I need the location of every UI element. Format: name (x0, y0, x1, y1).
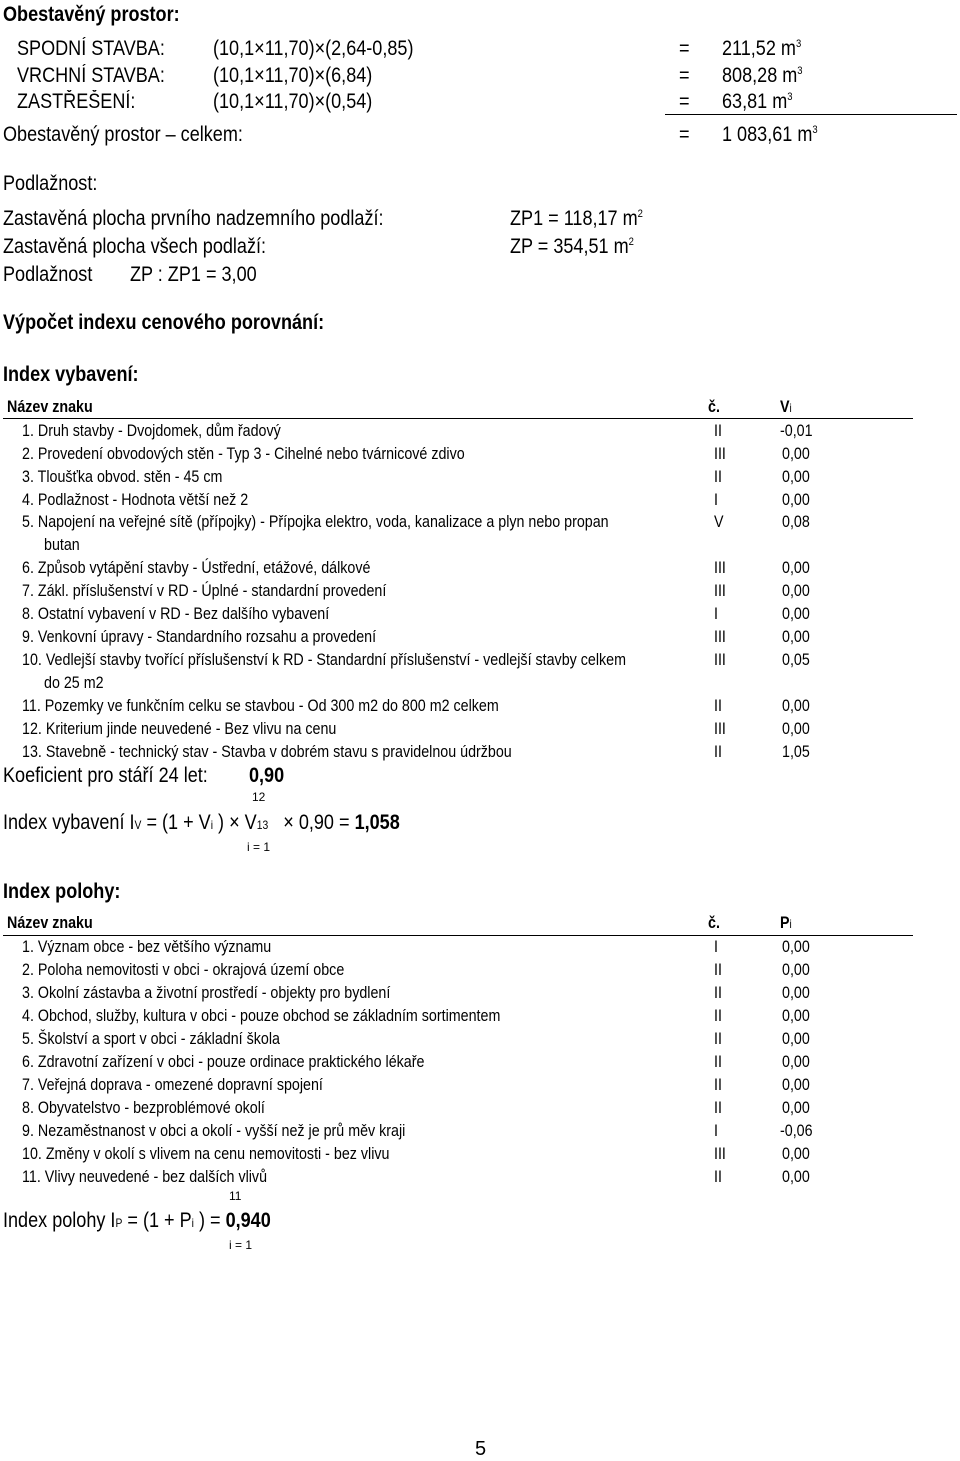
table-row-text: 6. Způsob vytápění stavby - Ústřední, etážové, dálkové (22, 558, 371, 577)
table-row-value: 0,00 (782, 983, 810, 1002)
table-row-class: II (714, 421, 722, 440)
table-row-class: II (714, 1052, 722, 1071)
section-heading-vypocet: Výpočet indexu cenového porovnání: (3, 311, 325, 334)
table-row-value: 0,00 (782, 1167, 810, 1186)
table-row-text: 8. Ostatní vybavení v RD - Bez dalšího vybavení (22, 604, 330, 623)
table-row-class: II (714, 1029, 722, 1048)
total-value: 1 083,61 $m^3$ (722, 123, 818, 146)
section-heading-podlaznost: Podlažnost: (3, 172, 98, 195)
sum-lower-limit: i = 1 (247, 840, 271, 854)
row-value: ZP = 354,51 $m^2$ (510, 235, 634, 258)
table-row-text: 9. Venkovní úpravy - Standardního rozsahu a provedení (22, 627, 377, 646)
table-row-text: 10. Vedlejší stavby tvořící příslušenství k RD - Standardní příslušenství - vedlejší stavby celkem (22, 650, 626, 669)
total-eq: = (679, 123, 690, 146)
table-row-value: 0,05 (782, 650, 810, 669)
table-row-class: III (714, 1144, 726, 1163)
table-row-text: 2. Provedení obvodových stěn - Typ 3 - Cihelné nebo tvárnicové zdivo (22, 444, 465, 463)
table-row-text: 8. Obyvatelstvo - bezproblémové okolí (22, 1098, 265, 1117)
row-label: SPODNÍ STAVBA: (17, 37, 165, 60)
table-row-text: 11. Pozemky ve funkčním celku se stavbou - Od 300 m2 do 800 m2 celkem (22, 696, 499, 715)
column-header-name: Název znaku (7, 913, 93, 932)
table-row-class: II (714, 1006, 722, 1025)
row-value: ZP1 = 118,17 $m^2$ (510, 207, 643, 230)
table-row-value: 0,00 (782, 1029, 810, 1048)
table-row-class: III (714, 627, 726, 646)
polohy-result: 0,940 (225, 1209, 271, 1232)
row-label: Zastavěná plocha prvního nadzemního podlaží: (3, 207, 384, 230)
table-row-value: 0,00 (782, 604, 810, 623)
table-row-text: 4. Obchod, služby, kultura v obci - pouze obchod se základním sortimentem (22, 1006, 501, 1025)
table-row-class: I (714, 604, 718, 623)
table-row-text: 13. Stavebně - technický stav - Stavba v dobrém stavu s pravidelnou údržbou (22, 742, 512, 761)
sum-upper-limit: 12 (252, 790, 266, 804)
table-row-text: 1. Druh stavby - Dvojdomek, dům řadový (22, 421, 281, 440)
sum-upper-limit: 11 (229, 1189, 242, 1203)
vybaveni-formula: Index vybavení IV = (1 + Vi ) × V13 × 0,90 = 1,058 (3, 811, 400, 834)
column-header-c: č. (708, 913, 720, 932)
koef-value: 0,90 (249, 764, 285, 787)
row-formula: (10,1×11,70)×(0,54) (213, 90, 373, 113)
table-row-text: 11. Vlivy neuvedené - bez dalších vlivů (22, 1167, 268, 1186)
section-heading-obestaveny: Obestavěný prostor: (3, 3, 180, 26)
table-row-value: 0,00 (782, 490, 810, 509)
row-eq: = (679, 90, 690, 113)
table-row-class: III (714, 558, 726, 577)
podlaznost-result-value: ZP : ZP1 = 3,00 (130, 263, 257, 286)
column-header-p: Pi (780, 913, 792, 932)
table-row-value: 0,00 (782, 960, 810, 979)
table-header-rule (3, 935, 913, 936)
row-value: 63,81 $m^3$ (722, 90, 793, 113)
table-row-text-continuation: butan (44, 535, 80, 554)
total-label: Obestavěný prostor – celkem: (3, 123, 243, 146)
row-label: Zastavěná plocha všech podlaží: (3, 235, 267, 258)
table-row-class: I (714, 490, 718, 509)
sum-lower-limit: i = 1 (229, 1238, 253, 1252)
table-row-text: 10. Změny v okolí s vlivem na cenu nemovitosti - bez vlivu (22, 1144, 390, 1163)
table-row-value: 0,00 (782, 696, 810, 715)
vybaveni-result: 1,058 (354, 811, 400, 834)
table-row-class: III (714, 650, 726, 669)
polohy-formula: Index polohy IP = (1 + Pi ) = 0,940 (3, 1209, 271, 1232)
table-row-text-continuation: do 25 m2 (44, 673, 104, 692)
table-row-value: 0,00 (782, 1098, 810, 1117)
column-header-name: Název znaku (7, 397, 93, 416)
table-row-text: 3. Tloušťka obvod. stěn - 45 cm (22, 467, 223, 486)
table-header-rule (3, 418, 913, 419)
column-header-v: Vi (780, 397, 792, 416)
table-row-class: I (714, 1121, 718, 1140)
row-value: 808,28 $m^3$ (722, 64, 803, 87)
table-row-text: 9. Nezaměstnanost v obci a okolí - vyšší než je prů měv kraji (22, 1121, 406, 1140)
table-row-text: 1. Význam obce - bez většího významu (22, 937, 272, 956)
table-row-text: 12. Kriterium jinde neuvedené - Bez vlivu na cenu (22, 719, 337, 738)
table-row-value: 0,00 (782, 558, 810, 577)
table-row-text: 2. Poloha nemovitosti v obci - okrajová území obce (22, 960, 345, 979)
table-row-value: 1,05 (782, 742, 810, 761)
table-row-class: II (714, 1075, 722, 1094)
table-row-class: II (714, 1167, 722, 1186)
row-label: ZASTŘEŠENÍ: (17, 90, 136, 113)
row-formula: (10,1×11,70)×(6,84) (213, 64, 373, 87)
table-row-text: 5. Školství a sport v obci - základní škola (22, 1029, 280, 1048)
table-row-class: III (714, 444, 726, 463)
row-label: VRCHNÍ STAVBA: (17, 64, 165, 87)
section-heading-polohy: Index polohy: (3, 880, 121, 903)
table-row-class: II (714, 960, 722, 979)
koef-label: Koeficient pro stáří 24 let: (3, 764, 208, 787)
table-row-value: -0,01 (780, 421, 813, 440)
table-row-value: 0,00 (782, 627, 810, 646)
table-row-value: 0,00 (782, 1006, 810, 1025)
table-row-class: II (714, 467, 722, 486)
table-row-class: III (714, 581, 726, 600)
table-row-value: -0,06 (780, 1121, 813, 1140)
table-row-value: 0,08 (782, 512, 810, 531)
table-row-value: 0,00 (782, 719, 810, 738)
table-row-value: 0,00 (782, 937, 810, 956)
page-number: 5 (475, 1438, 487, 1460)
table-row-class: II (714, 742, 722, 761)
row-eq: = (679, 64, 690, 87)
podlaznost-result-label: Podlažnost (3, 263, 93, 286)
table-row-text: 4. Podlažnost - Hodnota větší než 2 (22, 490, 249, 509)
table-row-value: 0,00 (782, 581, 810, 600)
table-row-value: 0,00 (782, 467, 810, 486)
table-row-value: 0,00 (782, 1075, 810, 1094)
table-row-text: 3. Okolní zástavba a životní prostředí - objekty pro bydlení (22, 983, 391, 1002)
table-row-text: 6. Zdravotní zařízení v obci - pouze ordinace praktického lékaře (22, 1052, 425, 1071)
table-row-class: II (714, 1098, 722, 1117)
table-row-text: 7. Zákl. příslušenství v RD - Úplné - standardní provedení (22, 581, 387, 600)
table-row-class: I (714, 937, 718, 956)
table-row-value: 0,00 (782, 1144, 810, 1163)
table-row-class: II (714, 983, 722, 1002)
table-row-class: V (714, 512, 724, 531)
row-value: 211,52 $m^3$ (722, 37, 802, 60)
sum-rule (665, 114, 957, 115)
table-row-value: 0,00 (782, 1052, 810, 1071)
row-formula: (10,1×11,70)×(2,64-0,85) (213, 37, 414, 60)
table-row-text: 5. Napojení na veřejné sítě (přípojky) - Přípojka elektro, voda, kanalizace a plyn nebo propan (22, 512, 609, 531)
table-row-text: 7. Veřejná doprava - omezené dopravní spojení (22, 1075, 323, 1094)
table-row-class: III (714, 719, 726, 738)
table-row-class: II (714, 696, 722, 715)
column-header-c: č. (708, 397, 720, 416)
section-heading-vybaveni: Index vybavení: (3, 363, 139, 386)
table-row-value: 0,00 (782, 444, 810, 463)
row-eq: = (679, 37, 690, 60)
